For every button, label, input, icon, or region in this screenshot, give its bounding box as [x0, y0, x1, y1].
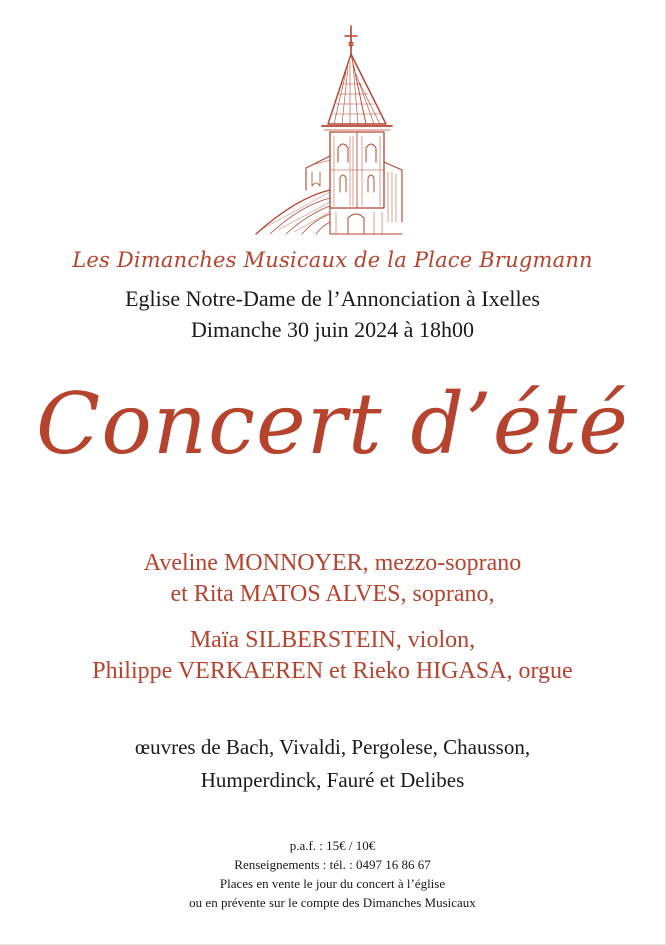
date-line: Dimanche 30 juin 2024 à 18h00 [191, 317, 474, 342]
performers-vocal [0, 548, 665, 610]
performer-line: Maïa SILBERSTEIN, violon, [189, 627, 476, 653]
contact-line: Renseignements : tél. : 0497 16 86 67 [234, 857, 431, 872]
works-line: Humperdinck, Fauré et Delibes [200, 768, 465, 792]
program-works [0, 731, 665, 797]
works-line: œuvres de Bach, Vivaldi, Pergolese, Chausson, [134, 735, 531, 759]
price-line: p.a.f. : 15€ / 10€ [289, 838, 376, 853]
concert-title: Concert d’été [36, 375, 629, 473]
performer-line: Aveline MONNOYER, mezzo-soprano [143, 550, 522, 576]
ticket-info [0, 836, 665, 912]
venue-line: Eglise Notre-Dame de l’Annonciation à Ixelles [125, 286, 540, 311]
church-tower-icon [250, 22, 415, 238]
sales-line: Places en vente le jour du concert à l’église [219, 876, 446, 891]
performer-line: Philippe VERKAEREN et Rieko HIGASA, orgue [92, 658, 573, 684]
performers-instrumental [0, 625, 665, 687]
concert-series-name: Les Dimanches Musicaux de la Place Brugmann [72, 248, 593, 272]
sales-line: ou en prévente sur le compte des Dimanches Musicaux [189, 895, 476, 910]
performer-line: et Rita MATOS ALVES, soprano, [170, 581, 495, 607]
